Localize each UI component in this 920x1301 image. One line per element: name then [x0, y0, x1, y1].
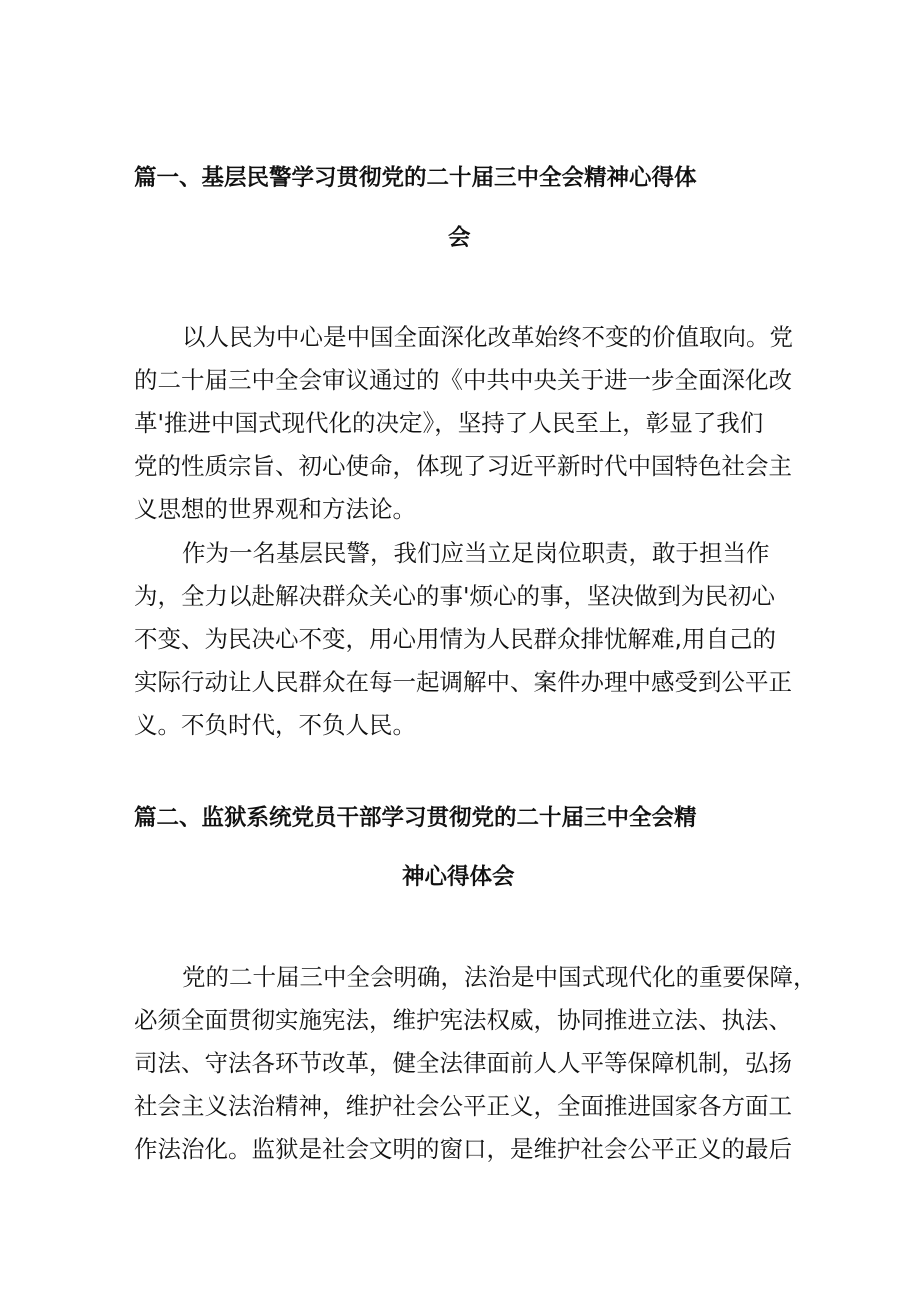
section-2-heading-line-2: 神心得体会 — [402, 864, 515, 890]
section-1-para-1-line-5: 义思想的世界观和方法论。 — [134, 495, 416, 523]
section-1-para-2-line-5: 义。不负时代，不负人民。 — [134, 711, 416, 739]
section-2-para-1-line-4: 社会主义法治精神，维护社会公平正义，全面推进国家各方面工 — [134, 1092, 792, 1120]
section-1-heading-line-1: 篇一、基层民警学习贯彻党的二十届三中全会精神心得体 — [134, 165, 697, 191]
section-1-para-1-line-1: 以人民为中心是中国全面深化改革始终不变的价值取向。党 — [182, 323, 793, 351]
section-1-para-1-line-2: 的二十届三中全会审议通过的《中共中央关于进一步全面深化改 — [134, 366, 792, 394]
section-1-para-2-line-1: 作为一名基层民警，我们应当立足岗位职责，敢于担当作 — [182, 539, 770, 567]
section-2-para-1-line-2: 必须全面贯彻实施宪法，维护宪法权威，协同推进立法、执法、 — [134, 1006, 792, 1034]
section-2-heading-line-1: 篇二、监狱系统党员干部学习贯彻党的二十届三中全会精 — [134, 805, 697, 831]
section-1-para-2-line-3: 不变、为民决心不变，用心用情为人民群众排忧解难,用自己的 — [134, 625, 776, 653]
section-2-para-1-line-3: 司法、守法各环节改革，健全法律面前人人平等保障机制，弘扬 — [134, 1049, 792, 1077]
section-1-heading-line-2: 会 — [448, 225, 471, 251]
section-1-para-2-line-2: 为，全力以赴解决群众关心的事'烦心的事，坚决做到为民初心 — [134, 582, 775, 610]
section-1-para-2-line-4: 实际行动让人民群众在每一起调解中、案件办理中感受到公平正 — [134, 668, 792, 696]
section-1-para-1-line-4: 党的性质宗旨、初心使命，体现了习近平新时代中国特色社会主 — [134, 452, 792, 480]
section-2-para-1-line-1: 党的二十届三中全会明确，法治是中国式现代化的重要保障， — [182, 963, 817, 991]
section-2-para-1-line-5: 作法治化。监狱是社会文明的窗口，是维护社会公平正义的最后 — [134, 1135, 792, 1163]
section-1-para-1-line-3: 革'推进中国式现代化的决定》，坚持了人民至上，彰显了我们 — [134, 409, 764, 437]
